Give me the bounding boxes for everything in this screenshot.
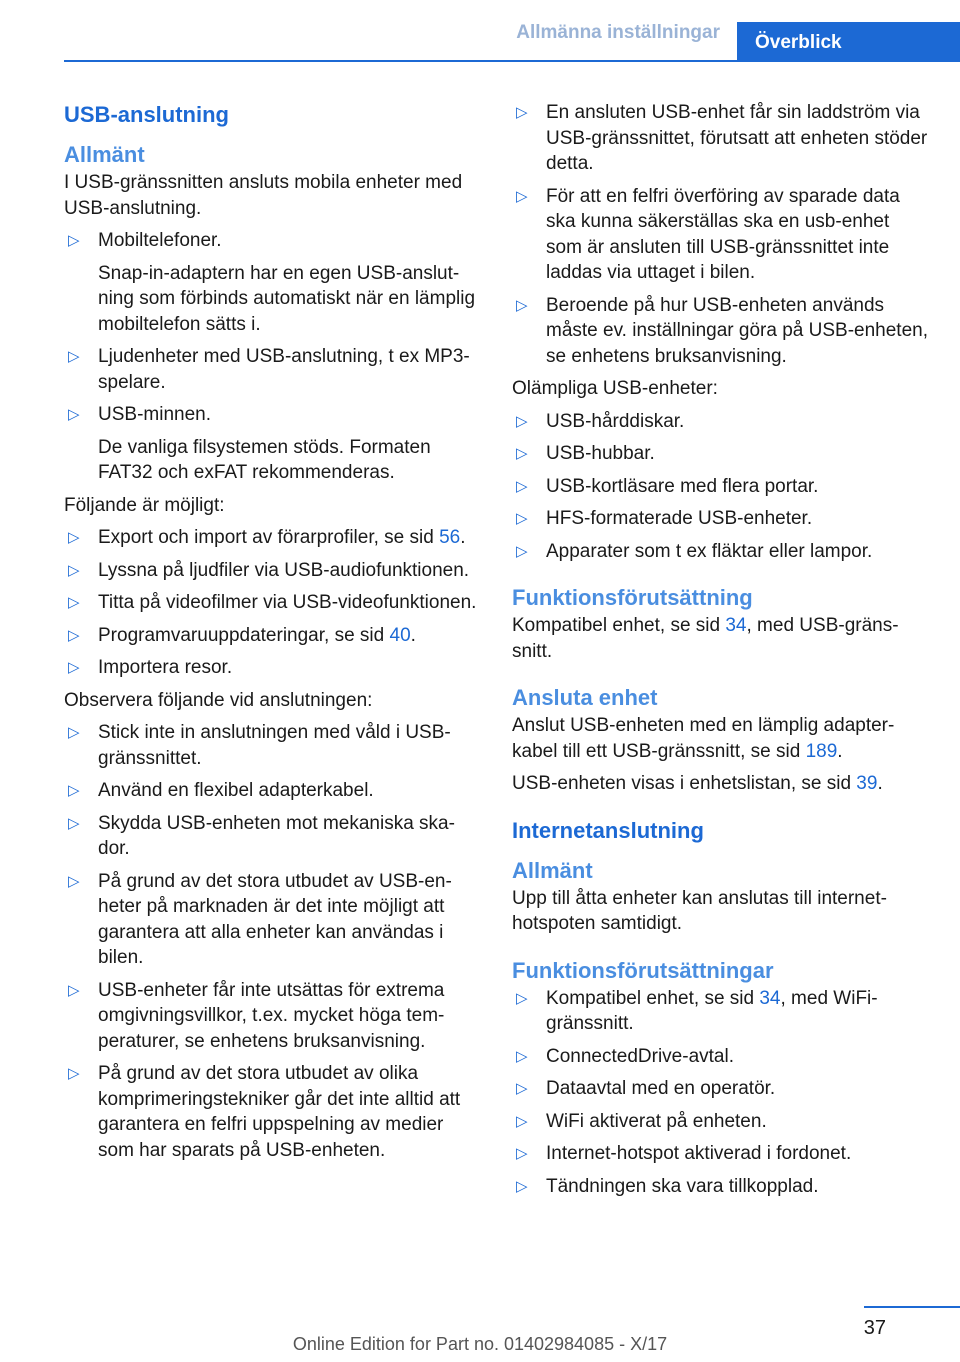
page-ref-link[interactable]: 34 — [725, 615, 747, 636]
list-item: ▷ På grund av det stora utbudet av USB-enheter på marknaden är det inte möjligt att garantera att alla enheter kan användas i bilen. — [68, 870, 452, 968]
page-ref-link[interactable]: 56 — [439, 527, 461, 548]
list-item: ▷ USB-kortläsare med flera portar. — [512, 474, 928, 500]
list-item: ▷ Stick inte in anslutningen med våld i USB-gränssnittet. — [68, 722, 451, 769]
section-title-usb: USB-anslutning — [64, 102, 229, 127]
internet-text: Upp till åtta enheter kan anslutas till internet-hotspoten samtidigt. — [512, 887, 887, 934]
triangle-bullet-icon: ▷ — [516, 1080, 528, 1097]
header-section-title: Allmänna inställningar — [516, 22, 720, 43]
page-number: 37 — [863, 1317, 886, 1339]
right-column — [512, 100, 928, 1206]
triangle-bullet-icon: ▷ — [516, 989, 528, 1007]
triangle-bullet-icon: ▷ — [68, 872, 80, 890]
page-ref-link[interactable]: 189 — [805, 740, 838, 762]
list-item: ▷ Titta på videofilmer via USB-videofunktionen. — [64, 590, 480, 616]
possible-label: Följande är möjligt: — [64, 494, 225, 516]
triangle-bullet-icon: ▷ — [516, 296, 528, 314]
subheading-general: Allmänt — [64, 142, 145, 167]
triangle-bullet-icon: ▷ — [68, 724, 80, 741]
triangle-bullet-icon: ▷ — [68, 348, 80, 365]
triangle-bullet-icon: ▷ — [68, 594, 80, 611]
list-item: ▷ Internet-hotspot aktiverad i fordonet. — [512, 1141, 928, 1167]
triangle-bullet-icon: ▷ — [68, 814, 80, 832]
triangle-bullet-icon: ▷ — [516, 104, 528, 121]
section-title-internet: Internetanslutning — [512, 817, 704, 843]
list-item: ▷ Dataavtal med en operatör. — [512, 1076, 928, 1102]
subheading-requirement: Funktionsförutsättning — [512, 585, 753, 610]
triangle-bullet-icon: ▷ — [516, 187, 528, 205]
page-header — [0, 0, 960, 62]
list-item: ▷ Importera resor. — [64, 655, 480, 681]
triangle-bullet-icon: ▷ — [516, 1177, 528, 1195]
list-item: ▷ På grund av det stora utbudet av olika komprimeringstekniker går det inte alltid att garantera en felfri uppspelning av medier som har sparats på USB-enheten. — [68, 1063, 461, 1161]
page-ref-link[interactable]: 34 — [759, 987, 781, 1009]
shown-text: USB-enheten visas i enhetslistan, se sid 39. — [512, 773, 883, 794]
subheading-requirements: Funktionsförutsättningar — [512, 957, 774, 983]
list-item: ▷ HFS-formaterade USB-enheter. — [512, 506, 928, 532]
triangle-bullet-icon: ▷ — [68, 782, 80, 799]
footer-rule — [864, 1306, 960, 1308]
list-item: ▷ USB-hubbar. — [512, 441, 928, 467]
triangle-bullet-icon: ▷ — [68, 406, 80, 423]
triangle-bullet-icon: ▷ — [68, 232, 80, 249]
list-item: ▷ Programvaruuppdateringar, se sid 40. — [64, 623, 480, 649]
list-item: ▷ Använd en flexibel adapterkabel. — [64, 778, 480, 804]
list-item: ▷ Ljudenheter med USB-anslutning, t ex MP3-spelare. — [68, 346, 470, 393]
triangle-bullet-icon: ▷ — [516, 477, 528, 495]
list-item: ▷ För att en felfri överföring av sparade data ska kunna säkerställas ska en usb-enhet som är ansluten till USB-gränssnittet inte laddas via uttaget i bilen. — [516, 185, 900, 283]
list-item: ▷ Lyssna på ljudfiler via USB-audiofunktionen. — [64, 558, 480, 584]
intro-text: I USB-gränssnitten ansluts mobila enheter med USB-anslutning. — [64, 172, 463, 219]
subheading-connect-device: Ansluta enhet — [512, 685, 658, 710]
list-item: ▷ Export och import av förarprofiler, se sid 56. — [64, 525, 480, 551]
footer-edition: Online Edition for Part no. 01402984085 - X/17 — [292, 1334, 668, 1354]
page-ref-link[interactable]: 40 — [389, 624, 411, 646]
list-item: ▷ Skydda USB-enheten mot mekaniska skador. — [68, 812, 455, 859]
left-column — [64, 100, 480, 1170]
triangle-bullet-icon: ▷ — [68, 561, 80, 579]
list-item: ▷ Beroende på hur USB-enheten används måste ev. inställningar göra på USB-enheten, se enhetens bruksanvisning. — [516, 294, 928, 367]
triangle-bullet-icon: ▷ — [68, 529, 80, 546]
connect-text: Anslut USB-enheten med en lämplig adapterkabel till ett USB-gränssnitt, se sid 189. — [512, 715, 895, 762]
triangle-bullet-icon: ▷ — [68, 659, 80, 676]
list-item: ▷ WiFi aktiverat på enheten. — [512, 1109, 928, 1135]
list-item: ▷ USB-enheter får inte utsättas för extrema omgivningsvillkor, t.ex. mycket höga temperaturer, se enhetens bruksanvisning. — [68, 979, 445, 1052]
header-rule — [64, 60, 960, 62]
list-item: ▷ USB-hårddiskar. — [512, 409, 928, 435]
triangle-bullet-icon: ▷ — [516, 412, 528, 430]
triangle-bullet-icon: ▷ — [516, 542, 528, 560]
header-tab-overview[interactable]: Överblick — [737, 22, 960, 62]
triangle-bullet-icon: ▷ — [68, 1065, 80, 1082]
triangle-bullet-icon: ▷ — [68, 981, 80, 999]
triangle-bullet-icon: ▷ — [516, 510, 528, 527]
requirement-text: Kompatibel enhet, se sid 34, med USB-gränssnitt. — [512, 615, 899, 662]
observe-label: Observera följande vid anslutningen: — [64, 689, 373, 711]
unsuitable-label: Olämpliga USB-enheter: — [512, 378, 718, 399]
triangle-bullet-icon: ▷ — [68, 626, 80, 644]
list-item: ▷ ConnectedDrive-avtal. — [512, 1044, 928, 1070]
list-item: ▷ Tändningen ska vara tillkopplad. — [512, 1174, 928, 1200]
list-item: ▷ Kompatibel enhet, se sid 34, med WiFi-gränssnitt. — [516, 987, 878, 1034]
triangle-bullet-icon: ▷ — [516, 1145, 528, 1162]
triangle-bullet-icon: ▷ — [516, 1047, 528, 1065]
list-item: ▷ Mobiltelefoner. Snap-in-adaptern har en egen USB-anslutning som förbinds automatiskt när en lämplig mobiltelefon sätts i. — [68, 230, 476, 335]
page-ref-link[interactable]: 39 — [856, 773, 878, 794]
triangle-bullet-icon: ▷ — [516, 1112, 528, 1130]
triangle-bullet-icon: ▷ — [516, 445, 528, 462]
list-item: ▷ Apparater som t ex fläktar eller lampor. — [512, 539, 928, 565]
list-item: ▷ USB-minnen. De vanliga filsystemen stöds. Formaten FAT32 och exFAT rekommenderas. — [68, 404, 431, 483]
list-item: ▷ En ansluten USB-enhet får sin laddström via USB-gränssnittet, förutsatt att enheten stöder detta. — [516, 102, 928, 174]
subheading-general: Allmänt — [512, 857, 593, 883]
